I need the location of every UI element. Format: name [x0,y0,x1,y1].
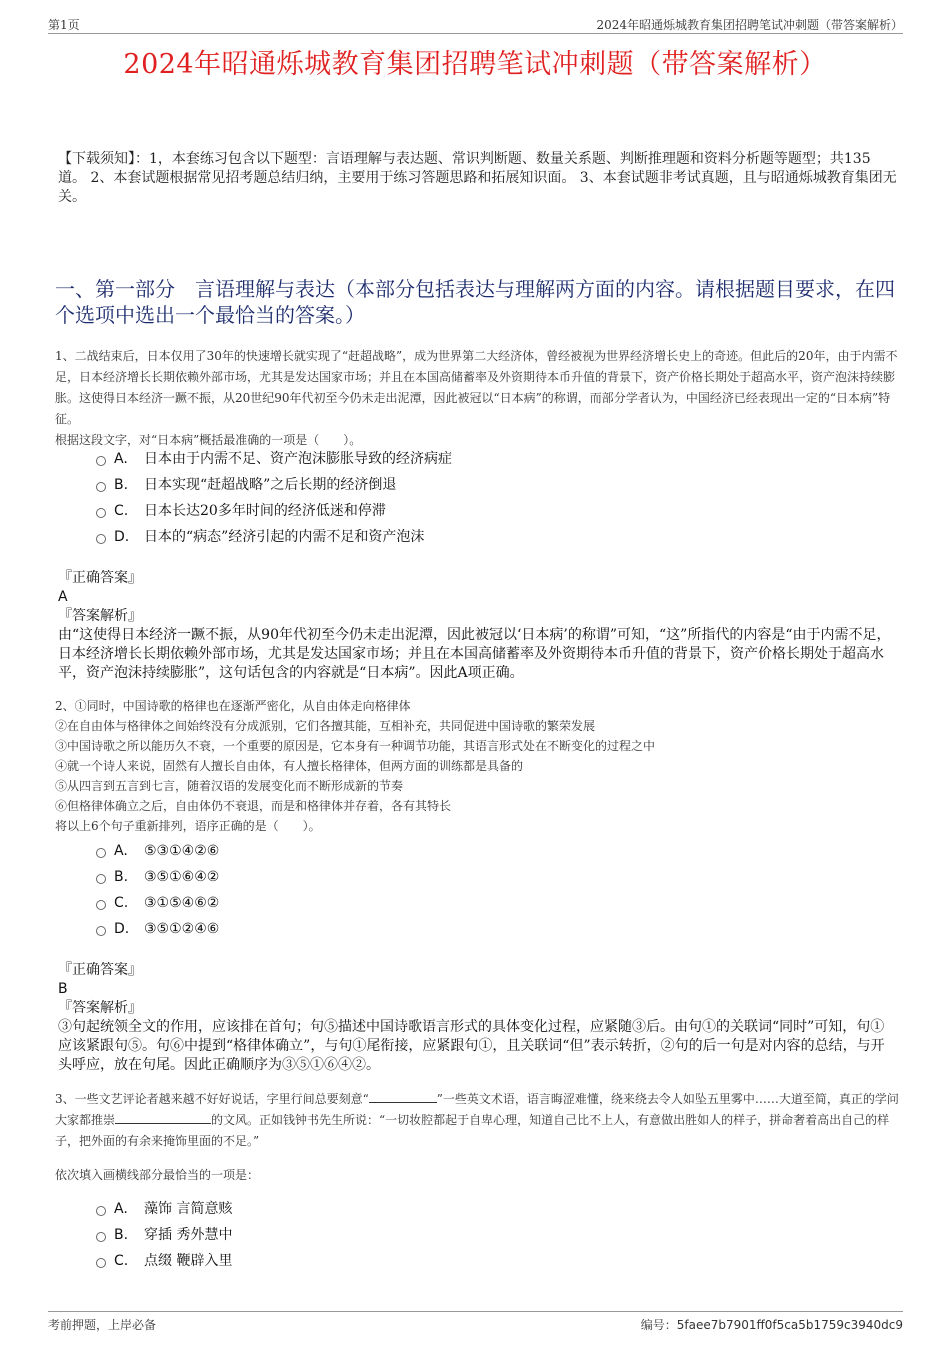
page-footer [48,1311,903,1332]
q2-option-c[interactable]: C. ③①⑤④⑥② [96,890,796,916]
radio-icon[interactable] [96,900,106,910]
q2-line: ⑤从四言到五言到七言，随着汉语的发展变化而不断形成新的节奏 [55,779,404,793]
section-title: 一、第一部分 言语理解与表达（本部分包括表达与理解两方面的内容。请根据题目要求，在四个选项中选出一个最恰当的答案。） [55,277,895,327]
question-2-stem [55,696,900,836]
question-1-stem [55,346,900,451]
answer-label: 『正确答案』 [58,962,142,978]
q3-blank-1[interactable] [369,1090,437,1103]
header-doc-title: 2024年昭通烁城教育集团招聘笔试冲刺题（带答案解析） [596,18,903,32]
q2-prompt: 将以上6个句子重新排列，语序正确的是（ ）。 [55,819,321,833]
footer-serial: 编号：5faee7b7901ff0f5ca5b1759c3940dc9 [640,1318,903,1332]
radio-icon[interactable] [96,1206,106,1216]
question-1-answer [58,569,898,683]
q2-line: ②在自由体与格律体之间始终没有分成派别，它们各擅其能，互相补充，共同促进中国诗歌的繁荣发展 [55,719,596,733]
question-3-prompt: 依次填入画横线部分最恰当的一项是： [55,1168,260,1182]
analysis-text: ③句起统领全文的作用，应该排在首句；句⑤描述中国诗歌语言形式的具体变化过程，应紧随③后。由句①的关联词“同时”可知，句①应该紧跟句⑤。句⑥中提到“格律体确立”，与句①尾衔接，应紧跟句①，且关联词“但”表示转折，②句的后一句是对内容的总结，与开头呼应，放在句尾。因此正确顺序为③⑤①⑥④②。 [58,1019,885,1073]
radio-icon[interactable] [96,508,106,518]
page-header [48,14,903,34]
radio-icon[interactable] [96,926,106,936]
q2-line: ④就一个诗人来说，固然有人擅长自由体，有人擅长格律体，但两方面的训练都是具备的 [55,759,524,773]
q3-text-b: ”一些英文术语，语言晦涩难懂，绕来绕去令人如坠五里雾中……大道至简，真正的学问大家都推崇 [55,1092,899,1127]
q3-option-a[interactable]: A. 藻饰 言简意赅 [96,1196,796,1222]
download-notice: 【下载须知】：1，本套练习包含以下题型：言语理解与表达题、常识判断题、数量关系题、判断推理题和资料分析题等题型；共135道。 2、本套试题根据常见招考题总结归纳，主要用于练习答题思路和拓展知识面。 3、本套试题非考试真题，且与昭通烁城教育集团无关。 [58,151,897,205]
question-2-options [96,838,796,942]
q3-option-b[interactable]: B. 穿插 秀外慧中 [96,1222,796,1248]
q2-option-b[interactable]: B. ③⑤①⑥④② [96,864,796,890]
answer-value: B [58,981,68,997]
analysis-label: 『答案解析』 [58,608,142,624]
question-3-options [96,1196,796,1274]
q2-option-a[interactable]: A. ⑤③①④②⑥ [96,838,796,864]
radio-icon[interactable] [96,874,106,884]
question-1-options [96,446,796,550]
q1-option-c[interactable]: C. 日本长达20多年时间的经济低迷和停滞 [96,498,796,524]
q3-option-c[interactable]: C. 点缀 鞭辟入里 [96,1248,796,1274]
question-1-text: 1、二战结束后，日本仅用了30年的快速增长就实现了“赶超战略”，成为世界第二大经济体，曾经被视为世界经济增长史上的奇迹。但此后的20年，由于内需不足，日本经济增长长期依赖外部市场，尤其是发达国家市场；并且在本国高储蓄率及外资期待本币升值的背景下，资产价格长期处于超高水平，资产泡沫持续膨胀。这使得日本经济一蹶不振，从20世纪90年代初至今仍未走出泥潭，因此被冠以“日本病”的称谓，而部分学者认为，中国经济已经表现出一定的“日本病”特征。 [55,349,898,426]
question-3-stem [55,1089,900,1152]
analysis-text: 由“这使得日本经济一蹶不振，从90年代初至今仍未走出泥潭，因此被冠以‘日本病’的称谓”可知，“这”所指代的内容是“由于内需不足，日本经济增长长期依赖外部市场，尤其是发达国家市场；并且在本国高储蓄率及外资期待本币升值的背景下，资产价格长期处于超高水平，资产泡沫持续膨胀”，这句话包含的内容就是“日本病”。因此A项正确。 [58,627,891,681]
q2-line: ⑥但格律体确立之后，自由体仍不衰退，而是和格律体并存着，各有其特长 [55,799,452,813]
q3-text-c: 的文风。正如钱钟书先生所说：“一切妆腔都起于自卑心理，知道自己比不上人，有意做出胜如人的样子，拼命奢着高出自己的样子，把外面的有余来掩饰里面的不足。” [55,1113,890,1148]
answer-value: A [58,589,68,605]
radio-icon[interactable] [96,1232,106,1242]
radio-icon[interactable] [96,482,106,492]
radio-icon[interactable] [96,1258,106,1268]
radio-icon[interactable] [96,534,106,544]
radio-icon[interactable] [96,848,106,858]
radio-icon[interactable] [96,456,106,466]
q3-blank-2[interactable] [115,1111,211,1124]
document-title: 2024年昭通烁城教育集团招聘笔试冲刺题（带答案解析） [123,49,827,80]
q1-option-b[interactable]: B. 日本实现“赶超战略”之后长期的经济倒退 [96,472,796,498]
q1-option-d[interactable]: D. 日本的“病态”经济引起的内需不足和资产泡沫 [96,524,796,550]
q3-text-a: 3、一些文艺评论者越来越不好好说话，字里行间总要刻意“ [55,1092,369,1106]
q1-option-a[interactable]: A. 日本由于内需不足、资产泡沫膨胀导致的经济病症 [96,446,796,472]
analysis-label: 『答案解析』 [58,1000,142,1016]
question-2-answer [58,961,898,1075]
q2-line: ③中国诗歌之所以能历久不衰，一个重要的原因是，它本身有一种调节功能，其语言形式处在不断变化的过程之中 [55,739,656,753]
answer-label: 『正确答案』 [58,570,142,586]
q2-line: 2、①同时，中国诗歌的格律也在逐渐严密化，从自由体走向格律体 [55,699,411,713]
question-1-prompt: 根据这段文字，对“日本病”概括最准确的一项是（ ）。 [55,433,362,447]
footer-slogan: 考前押题，上岸必备 [48,1318,157,1332]
page-number: 第1页 [48,18,80,32]
q2-option-d[interactable]: D. ③⑤①②④⑥ [96,916,796,942]
